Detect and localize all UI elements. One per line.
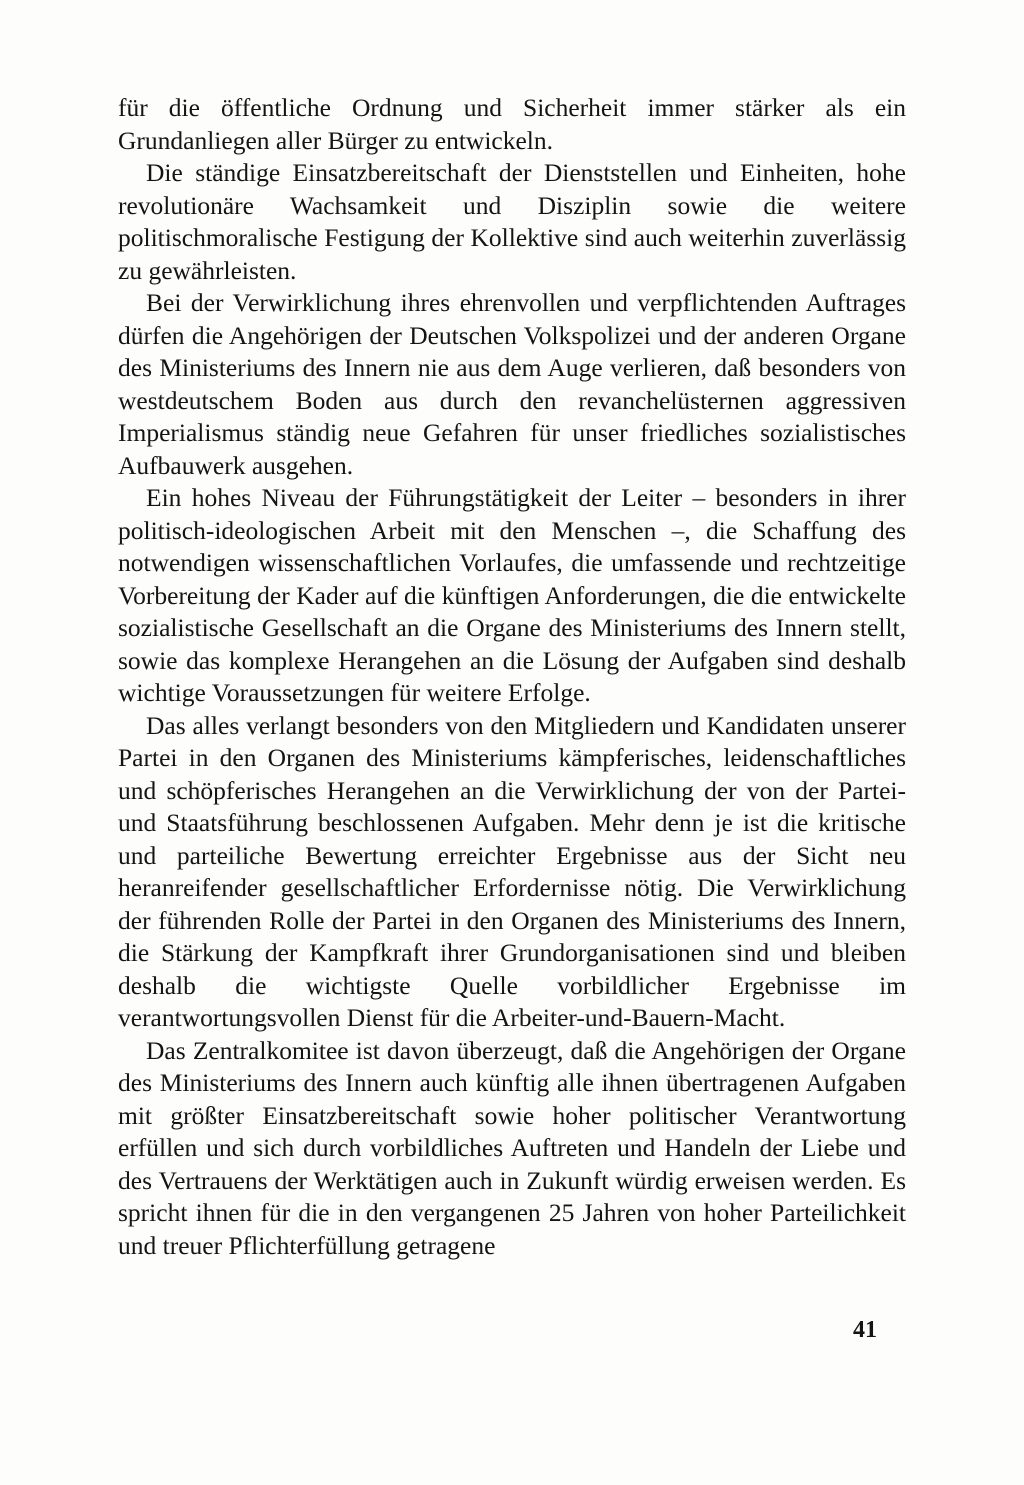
body-text — [118, 92, 906, 1262]
paragraph: für die öffentliche Ordnung und Sicherheit immer stärker als ein Grundanliegen aller Bürger zu entwickeln. — [118, 93, 906, 155]
paragraph: Ein hohes Niveau der Führungstätigkeit der Leiter – besonders in ihrer politisch-ideologischen Arbeit mit den Menschen –, die Schaffung des notwendigen wissenschaftlichen Vorlaufes, die umfassende und rechtzeitige Vorbereitung der Kader auf die künftigen Anforderungen, die die entwickelte sozialistische Gesellschaft an die Organe des Ministeriums des Innern stellt, sowie das komplexe Herangehen an die Lösung der Aufgaben sind deshalb wichtige Voraussetzungen für weitere Erfolge. — [118, 483, 906, 707]
paragraph: Das alles verlangt besonders von den Mitgliedern und Kandidaten unserer Partei in den Organen des Ministeriums kämpferisches, leidenschaftliches und schöpferisches Herangehen an die Verwirklichung der von der Partei- und Staatsführung beschlossenen Aufgaben. Mehr denn je ist die kritische und parteiliche Bewertung erreichter Ergebnisse aus der Sicht neu heranreifender gesellschaftlicher Erfordernisse nötig. Die Verwirklichung der führenden Rolle der Partei in den Organen des Ministeriums des Innern, die Stärkung der Kampfkraft ihrer Grundorganisationen sind und bleiben deshalb die wichtigste Quelle vorbildlicher Ergebnisse im verantwortungsvollen Dienst für die Arbeiter-und-Bauern-Macht. — [118, 710, 906, 1032]
paragraph: Bei der Verwirklichung ihres ehrenvollen und verpflichtenden Auftrages dürfen die Angehörigen der Deutschen Volkspolizei und der anderen Organe des Ministeriums des Innern nie aus dem Auge verlieren, daß besonders von westdeutschem Boden aus durch den revanchelüsternen aggressiven Imperialismus ständig neue Gefahren für unser friedliches sozialistisches Aufbauwerk ausgehen. — [118, 288, 906, 480]
paragraph: Das Zentralkomitee ist davon überzeugt, daß die Angehörigen der Organe des Ministeriums des Innern auch künftig alle ihnen übertragenen Aufgaben mit größter Einsatzbereitschaft sowie hoher politischer Verantwortung erfüllen und sich durch vorbildliches Auftreten und Handeln der Liebe und des Vertrauens der Werktätigen auch in Zukunft würdig erweisen werden. Es spricht ihnen für die in den vergangenen 25 Jahren von hoher Parteilichkeit und treuer Pflichterfüllung getragene — [118, 1035, 906, 1260]
paragraph: Die ständige Einsatzbereitschaft der Dienststellen und Einheiten, hohe revolutionäre Wachsamkeit und Disziplin sowie die weitere politischmoralische Festigung der Kollektive sind auch weiterhin zuverlässig zu gewährleisten. — [118, 158, 906, 285]
page-number: 41 — [853, 1317, 877, 1343]
